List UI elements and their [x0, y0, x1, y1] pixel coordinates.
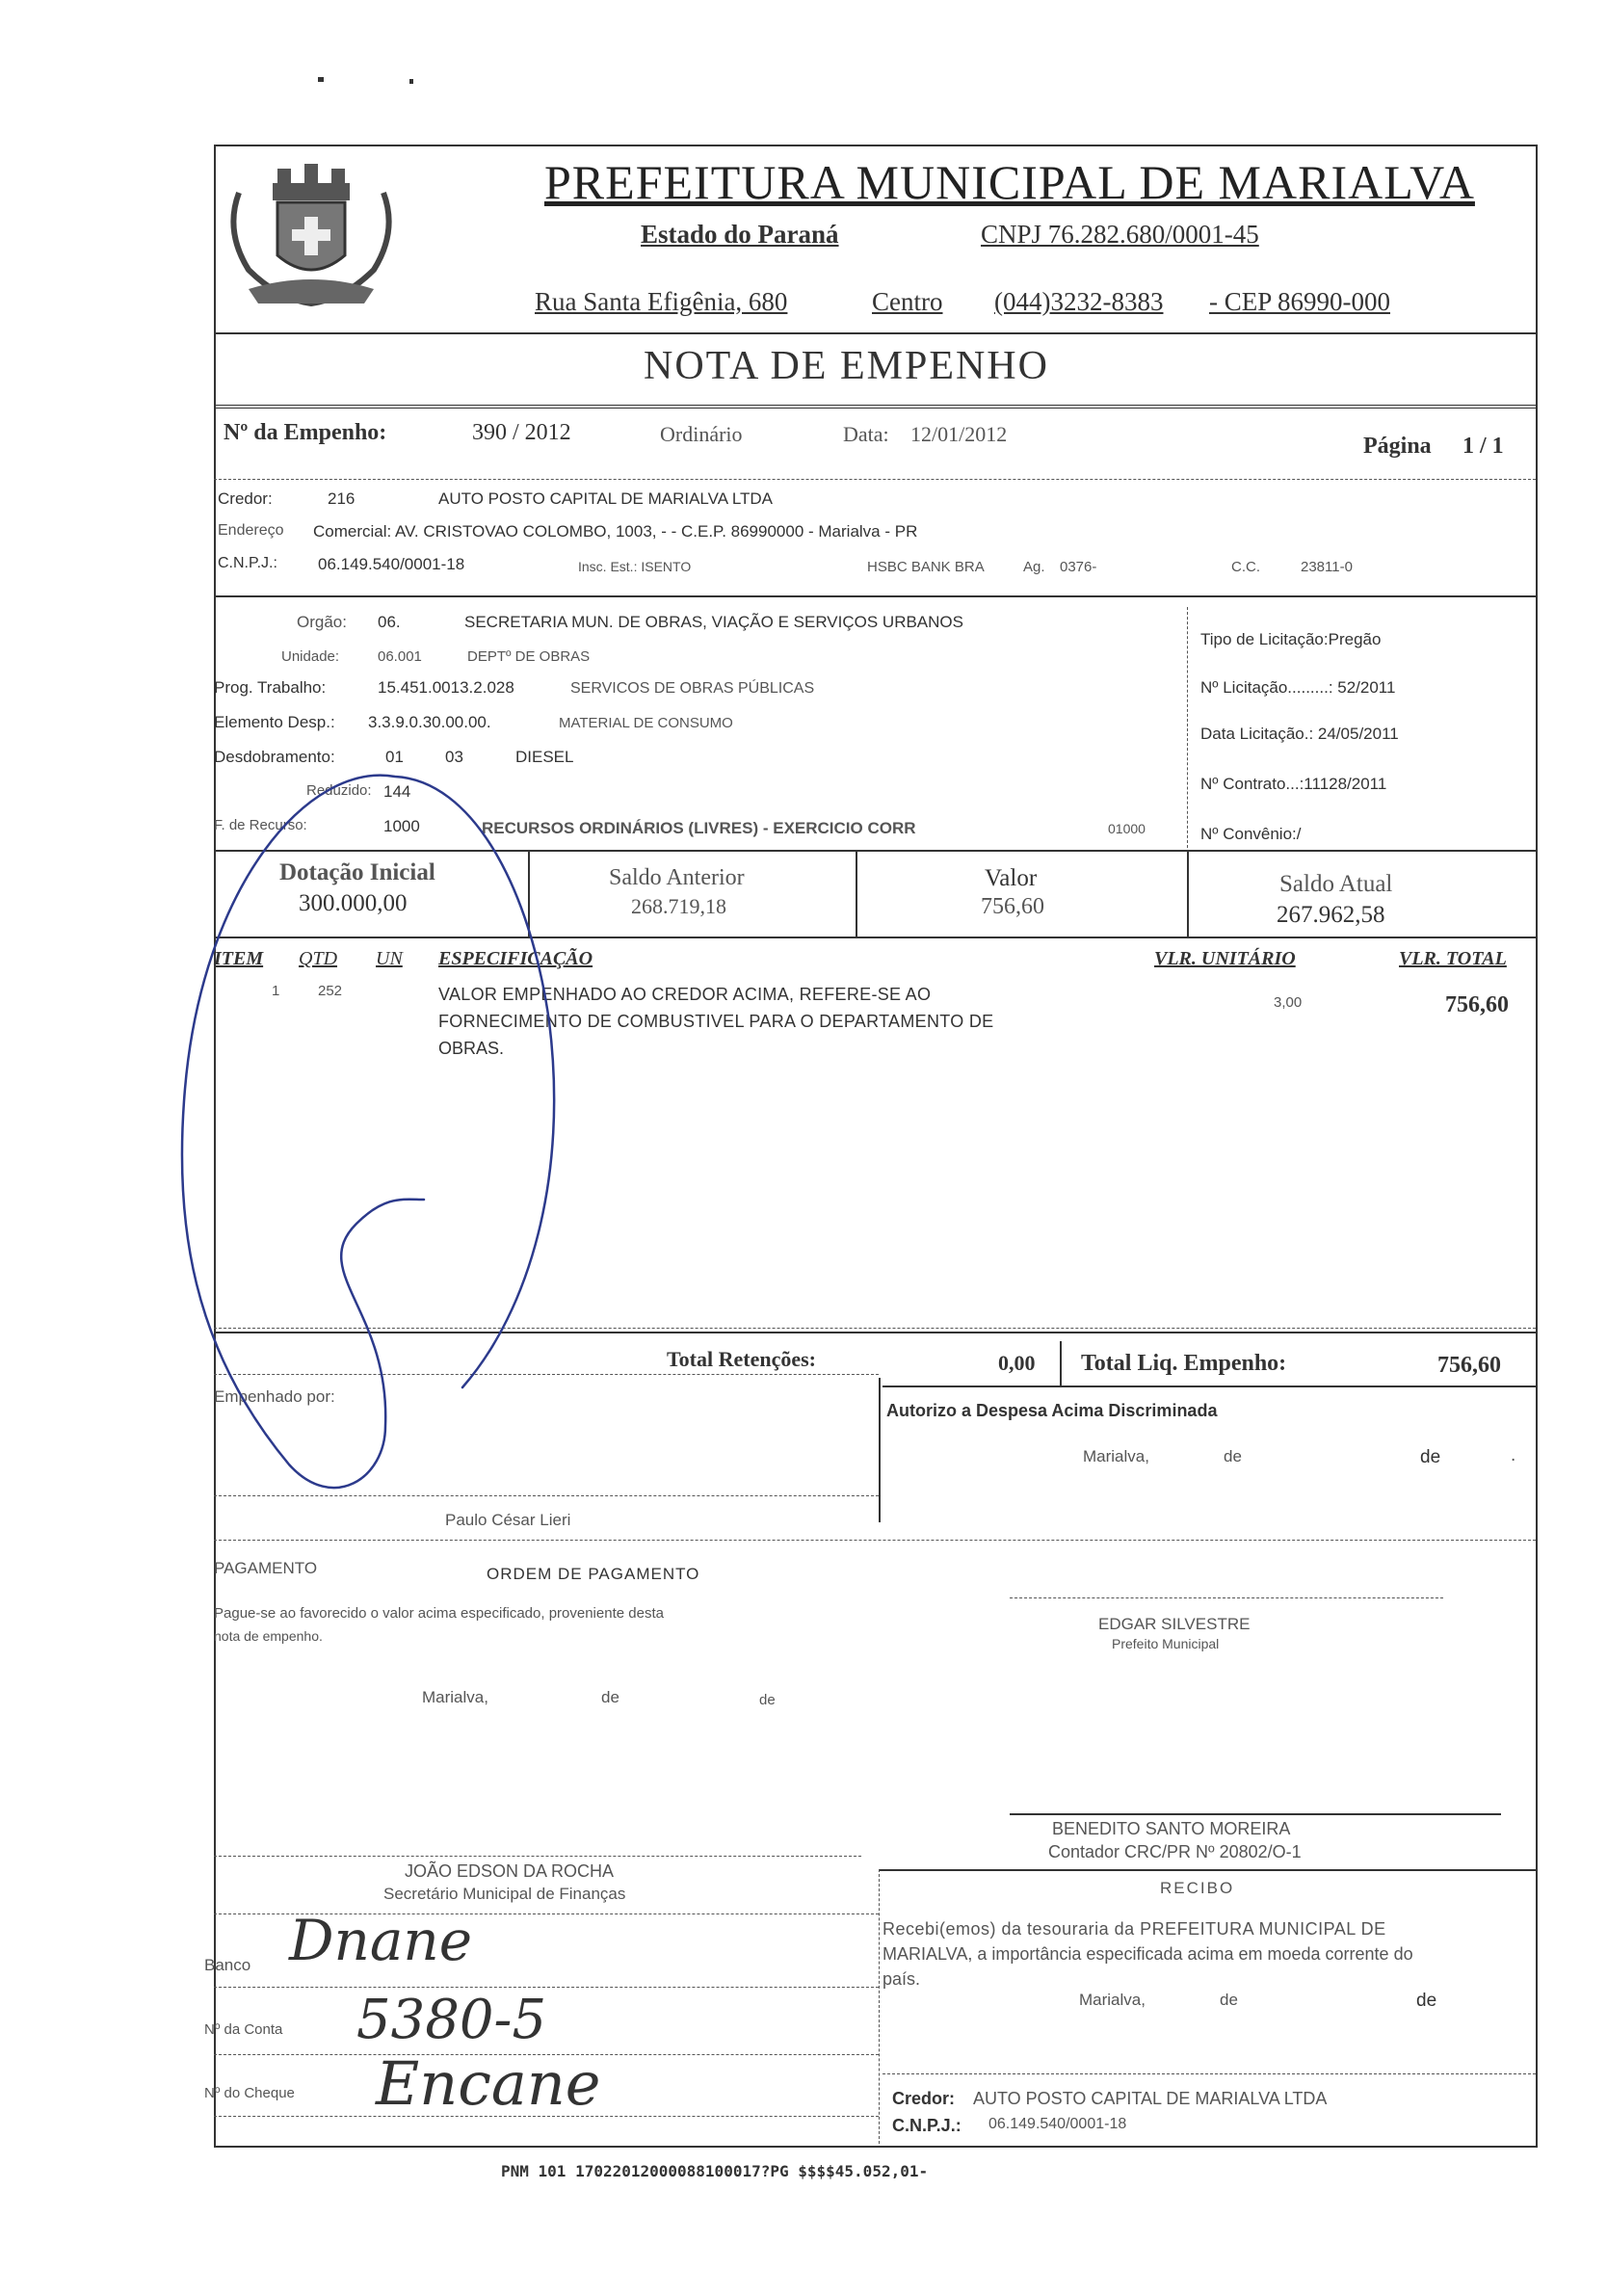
header-cep: - CEP 86990-000	[1209, 287, 1390, 316]
banco-label: Banco	[204, 1956, 251, 1974]
total-retencoes-value: 0,00	[998, 1351, 1036, 1375]
signature-line	[1010, 1813, 1501, 1815]
credor-address: Comercial: AV. CRISTOVAO COLOMBO, 1003, - - C.E.P. 86990000 - Marialva - PR	[313, 522, 918, 541]
cheque-label: Nº do Cheque	[204, 2085, 295, 2101]
header-address: Rua Santa Efigênia, 680	[535, 287, 788, 316]
divider	[879, 1869, 1536, 1871]
pagamento-de-1: de	[601, 1688, 619, 1706]
secretario-name: JOÃO EDSON DA ROCHA	[405, 1861, 615, 1881]
elemento-label: Elemento Desp.:	[214, 713, 335, 731]
fonte-description: RECURSOS ORDINÁRIOS (LIVRES) - EXERCICIO CORR	[482, 819, 916, 837]
reduzido-label: Reduzido:	[306, 782, 372, 799]
credor-account: 23811-0	[1301, 559, 1353, 575]
conta-label: Nº da Conta	[204, 2021, 283, 2038]
desdobramento-description: DIESEL	[515, 748, 574, 766]
item-qtd: 252	[318, 983, 343, 999]
pagamento-city: Marialva,	[422, 1688, 488, 1706]
recibo-credor-label: Credor:	[892, 2089, 956, 2108]
orgao-label: Orgão:	[297, 613, 347, 631]
divider	[879, 1378, 881, 1522]
elemento-code: 3.3.9.0.30.00.00.	[368, 713, 491, 731]
divider	[1187, 607, 1188, 848]
autorizo-text: Autorizo a Despesa Acima Discriminada	[886, 1401, 1218, 1420]
divider	[856, 850, 857, 937]
page-number: 1 / 1	[1462, 434, 1504, 459]
page-edge-mark	[409, 79, 413, 84]
saldo-atual-value: 267.962,58	[1277, 902, 1385, 928]
programa-code: 15.451.0013.2.028	[378, 678, 514, 697]
empenhado-por-label: Empenhado por:	[214, 1387, 335, 1406]
credor-account-label: C.C.	[1231, 559, 1260, 575]
handwritten-loop-annotation	[164, 771, 617, 1503]
credor-agency-label: Ag.	[1023, 559, 1045, 575]
field-line	[214, 1987, 879, 1988]
reduzido-code: 144	[383, 782, 411, 801]
divider	[1187, 850, 1189, 937]
recibo-de-2: de	[1416, 1991, 1437, 2011]
signature-line	[1010, 1597, 1443, 1598]
divider	[214, 332, 1536, 334]
valor-value: 756,60	[981, 894, 1044, 919]
signature-line	[883, 2073, 1536, 2074]
credor-code: 216	[328, 489, 356, 508]
saldo-atual-label: Saldo Atual	[1279, 871, 1393, 897]
credor-agency: 0376-	[1060, 559, 1097, 575]
item-description-line-1: VALOR EMPENHADO AO CREDOR ACIMA, REFERE-SE AO	[438, 985, 932, 1004]
prefeitura-title: PREFEITURA MUNICIPAL DE MARIALVA	[544, 155, 1475, 209]
fonte-label: F. de Recurso:	[214, 817, 307, 833]
desdobramento-a: 01	[385, 748, 404, 766]
credor-ie: Insc. Est.: ISENTO	[578, 559, 692, 574]
col-vlr-unitario: VLR. UNITÁRIO	[1154, 948, 1296, 969]
item-total-value: 756,60	[1445, 992, 1509, 1017]
divider	[214, 405, 1536, 409]
desdobramento-label: Desdobramento:	[214, 748, 335, 766]
orgao-code: 06.	[378, 613, 401, 631]
empenho-label: Nº da Empenho:	[224, 420, 387, 445]
autorizo-city: Marialva,	[1083, 1447, 1149, 1465]
col-un: UN	[376, 948, 403, 969]
desdobramento-b: 03	[445, 748, 463, 766]
prefeito-role: Prefeito Municipal	[1112, 1636, 1220, 1651]
recibo-text-line-3: país.	[883, 1969, 921, 1989]
unidade-code: 06.001	[378, 648, 422, 665]
autorizo-period: .	[1511, 1445, 1516, 1465]
credor-label: Credor:	[218, 489, 273, 508]
cheque-handwritten: Encane	[376, 2048, 601, 2119]
divider	[879, 1869, 880, 2144]
unidade-label: Unidade:	[281, 648, 340, 665]
recibo-text-line-1: Recebi(emos) da tesouraria da PREFEITURA MUNICIPAL DE	[883, 1919, 1386, 1939]
unidade-description: DEPTº DE OBRAS	[467, 648, 591, 665]
header-phone: (044)3232-8383	[994, 287, 1164, 316]
recibo-text-line-2: MARIALVA, a importância especificada acima em moeda corrente do	[883, 1944, 1413, 1964]
credor-bank: HSBC BANK BRA	[867, 559, 985, 575]
saldo-anterior-value: 268.719,18	[631, 894, 726, 918]
pagamento-label: PAGAMENTO	[214, 1559, 318, 1577]
secretario-role: Secretário Municipal de Finanças	[383, 1885, 626, 1903]
pagamento-text-line-1: Pague-se ao favorecido o valor acima especificado, proveniente desta	[214, 1605, 664, 1622]
recibo-city: Marialva,	[1079, 1991, 1146, 2009]
state-name: Estado do Paraná	[641, 220, 839, 249]
col-qtd: QTD	[299, 948, 338, 969]
fonte-number: 01000	[1108, 821, 1146, 836]
item-description-line-3: OBRAS.	[438, 1039, 505, 1058]
page-label: Página	[1363, 434, 1432, 459]
pagamento-de-2: de	[759, 1692, 776, 1708]
tipo-licitacao: Tipo de Licitação:Pregão	[1200, 630, 1382, 648]
saldo-anterior-label: Saldo Anterior	[609, 865, 745, 890]
programa-label: Prog. Trabalho:	[214, 678, 327, 697]
recibo-cnpj: 06.149.540/0001-18	[988, 2116, 1127, 2132]
empenho-type: Ordinário	[660, 422, 743, 446]
divider	[214, 479, 1536, 480]
empenho-number: 390 / 2012	[472, 420, 571, 445]
divider	[883, 1386, 1536, 1387]
item-description-line-2: FORNECIMENTO DE COMBUSTIVEL PARA O DEPARTAMENTO DE	[438, 1012, 994, 1031]
page-edge-mark	[318, 77, 324, 82]
col-vlr-total: VLR. TOTAL	[1399, 948, 1507, 969]
footer-code: PNM 101 17022012000088100017?PG $$$$45.052,01-	[501, 2162, 929, 2180]
address-label: Endereço	[218, 522, 284, 539]
header-cnpj: CNPJ 76.282.680/0001-45	[981, 220, 1259, 249]
credor-cnpj-label: C.N.P.J.:	[218, 555, 277, 571]
col-especificacao: ESPECIFICAÇÃO	[438, 948, 593, 969]
numero-contrato: Nº Contrato...:11128/2011	[1200, 775, 1387, 793]
conta-handwritten: 5380-5	[356, 1989, 547, 2051]
data-licitacao: Data Licitação.: 24/05/2011	[1200, 725, 1399, 743]
prefeito-name: EDGAR SILVESTRE	[1098, 1615, 1251, 1633]
valor-label: Valor	[985, 865, 1038, 891]
total-liquido-label: Total Liq. Empenho:	[1081, 1351, 1287, 1376]
recibo-cnpj-label: C.N.P.J.:	[892, 2116, 962, 2135]
numero-licitacao: Nº Licitação.........: 52/2011	[1200, 678, 1396, 697]
document-title: NOTA DE EMPENHO	[644, 344, 1049, 388]
dotacao-inicial-value: 300.000,00	[299, 890, 408, 916]
pagamento-text-line-2: nota de empenho.	[214, 1628, 323, 1644]
recibo-de-1: de	[1220, 1991, 1238, 2009]
banco-handwritten: Dnane	[289, 1908, 473, 1973]
coat-of-arms-icon	[220, 154, 403, 308]
divider	[214, 1540, 1536, 1541]
total-liquido-value: 756,60	[1437, 1353, 1501, 1378]
credor-cnpj: 06.149.540/0001-18	[318, 555, 465, 573]
divider	[214, 595, 1536, 597]
autorizo-de-2: de	[1420, 1447, 1441, 1467]
recibo-label: RECIBO	[1160, 1879, 1235, 1897]
empenho-date: 12/01/2012	[910, 422, 1008, 446]
header-district: Centro	[872, 287, 943, 316]
credor-name: AUTO POSTO CAPITAL DE MARIALVA LTDA	[438, 489, 774, 508]
total-retencoes-label: Total Retenções:	[667, 1347, 816, 1371]
dotacao-inicial-label: Dotação Inicial	[279, 859, 435, 885]
empenho-date-label: Data:	[843, 422, 889, 446]
divider	[1060, 1341, 1062, 1386]
orgao-description: SECRETARIA MUN. DE OBRAS, VIAÇÃO E SERVIÇOS URBANOS	[464, 613, 963, 631]
item-unit-value: 3,00	[1274, 994, 1303, 1011]
field-line	[214, 2116, 879, 2117]
col-item: ITEM	[214, 948, 264, 969]
empenhado-por-signer: Paulo César Lieri	[445, 1511, 571, 1529]
programa-description: SERVICOS DE OBRAS PÚBLICAS	[570, 680, 815, 697]
contador-name: BENEDITO SANTO MOREIRA	[1052, 1819, 1291, 1838]
fonte-code: 1000	[383, 817, 420, 835]
elemento-description: MATERIAL DE CONSUMO	[559, 715, 733, 731]
item-number: 1	[272, 983, 280, 999]
numero-convenio: Nº Convênio:/	[1200, 825, 1302, 843]
ordem-pagamento-label: ORDEM DE PAGAMENTO	[487, 1565, 700, 1583]
autorizo-de-1: de	[1224, 1447, 1242, 1465]
recibo-credor: AUTO POSTO CAPITAL DE MARIALVA LTDA	[973, 2089, 1328, 2108]
signature-line	[214, 1856, 861, 1857]
contador-role: Contador CRC/PR Nº 20802/O-1	[1048, 1842, 1302, 1861]
